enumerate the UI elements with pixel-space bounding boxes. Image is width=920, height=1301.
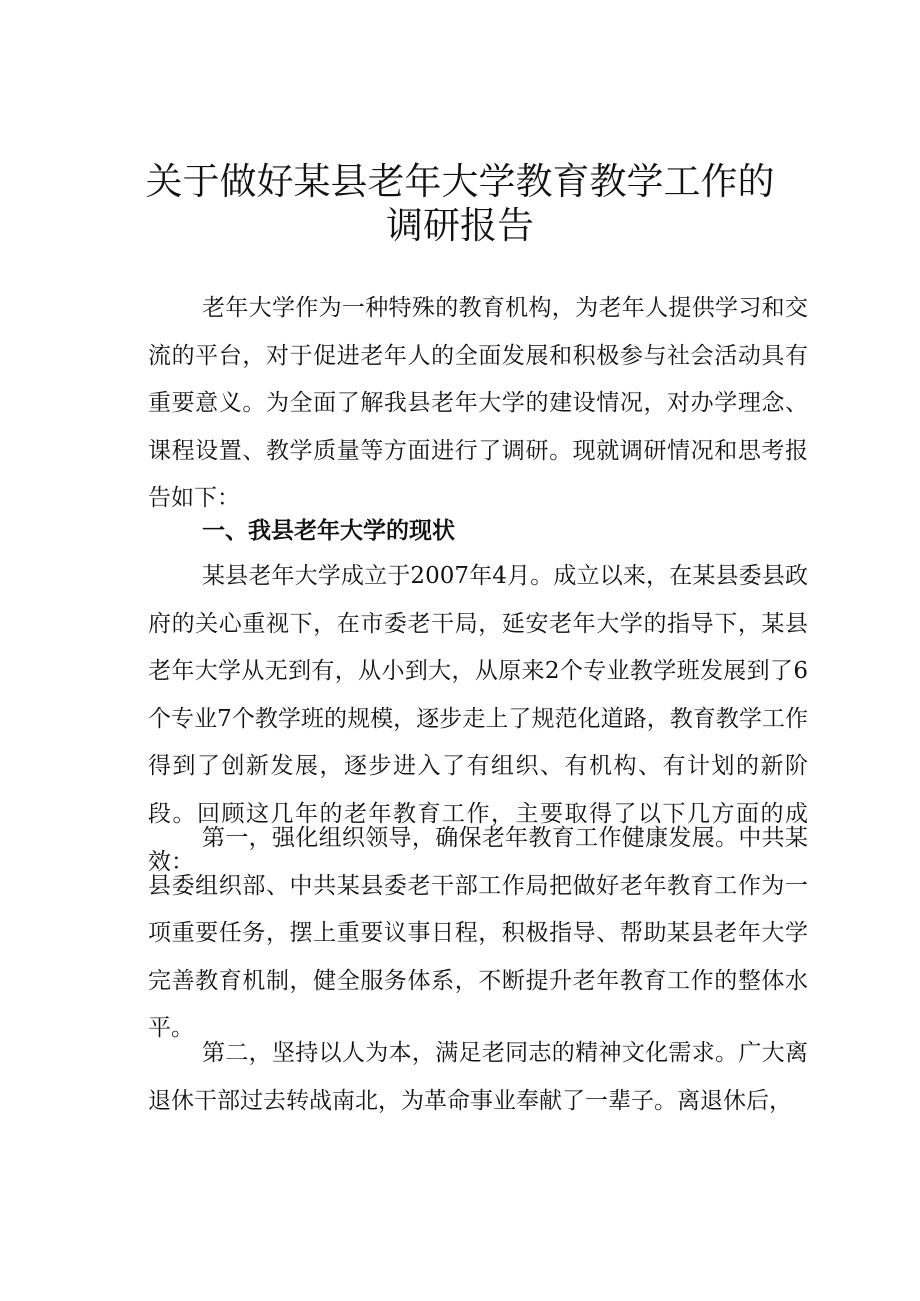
section-heading: 一、我县老年大学的现状 [202, 518, 455, 544]
intro-paragraph: 老年大学作为一种特殊的教育机构，为老年人提供学习和交流的平台，对于促进老年人的全面发展和积极参与社会活动具有重要意义。为全面了解我县老年大学的建设情况，对办学理念、课程设置、教学质量等方面进行了调研。现就调研情况和思考报告如下： [148, 295, 808, 512]
status-paragraph: 某县老年大学成立于2007年4月。成立以来，在某县委县政府的关心重视下，在市委老干局，延安老年大学的指导下，某县老年大学从无到有，从小到大，从原来2个专业教学班发展到了6个专业7个教学班的规模，逐步走上了规范化道路，教育教学工作得到了创新发展，逐步进入了有组织、有机构、有计划的新阶段。回顾这几年的老年教育工作，主要取得了以下几方面的成效： [148, 563, 808, 875]
second-achievement-paragraph: 第二，坚持以人为本，满足老同志的精神文化需求。广大离退休干部过去转战南北，为革命事业奉献了一辈子。离退休后， [148, 1040, 808, 1114]
first-achievement-paragraph: 第一，强化组织领导，确保老年教育工作健康发展。中共某县委组织部、中共某县委老干部工作局把做好老年教育工作为一项重要任务，摆上重要议事日程，积极指导、帮助某县老年大学完善教育机制，健全服务体系，不断提升老年教育工作的整体水平。 [148, 825, 808, 1042]
document-title-line-2: 调研报告 [386, 204, 534, 247]
document-title-line-1: 关于做好某县老年大学教育教学工作的 [145, 160, 775, 203]
